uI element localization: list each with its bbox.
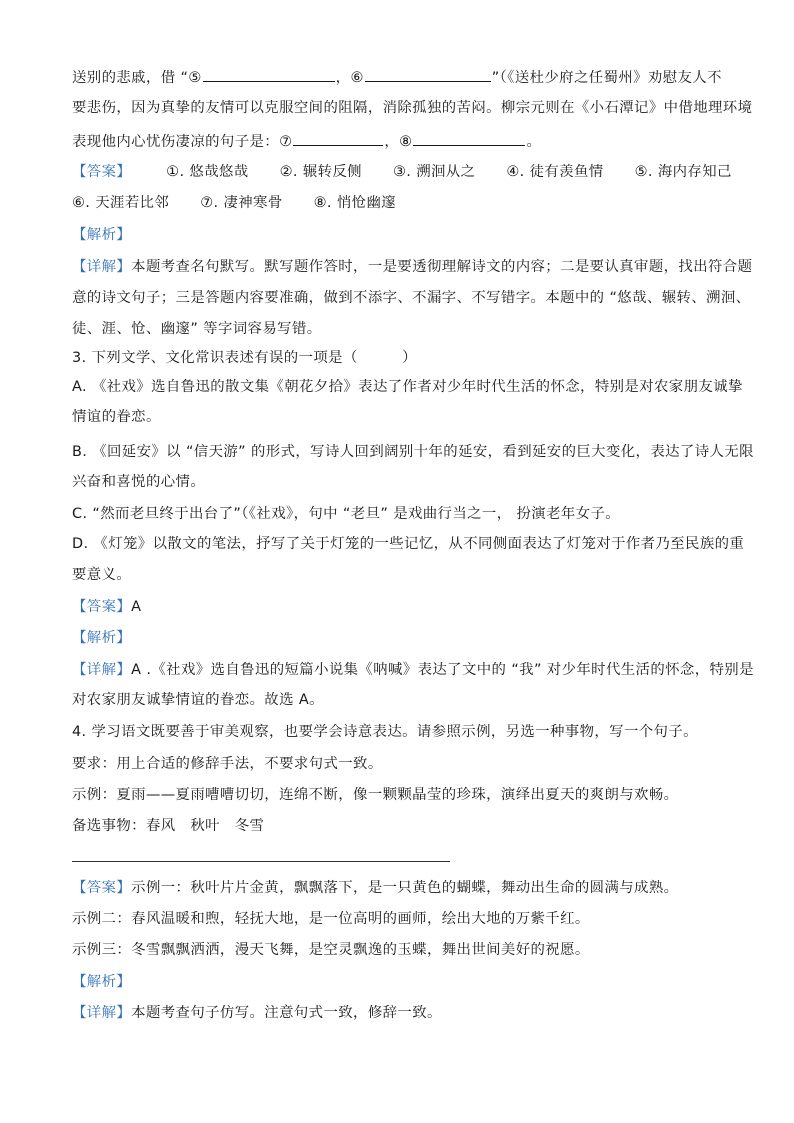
text-segment: 示例一：秋叶片片金黄，飘飘落下，是一只黄色的蝴蝶，舞动出生命的圆满与成熟。 xyxy=(131,880,679,896)
answer-line xyxy=(72,861,450,862)
q3-option-d-line-2: 要意义。 xyxy=(72,567,132,583)
q4-detail-line-1 xyxy=(72,1003,442,1023)
text-segment: ，⑧ xyxy=(384,134,413,150)
q2-answer-line-2 xyxy=(72,193,396,213)
q2-text-line-2: 要悲伤，因为真挚的友情可以克服空间的阻隔，消除孤独的苦闷。柳宗元则在《小石潭记》中借地理环境 xyxy=(72,100,753,116)
blank-5 xyxy=(203,66,335,82)
q2-detail-line-1 xyxy=(72,257,752,277)
q4-example: 示例：夏雨——夏雨嘈嘈切切，连绵不断，像一颗颗晶莹的珍珠，演绎出夏天的爽朗与欢畅。 xyxy=(72,787,679,803)
q3-answer xyxy=(72,597,141,617)
q4-options: 备选事物：春风 秋叶 冬雪 xyxy=(72,818,265,834)
q2-detail-line-3: 徒、涯、怆、幽邃” 等字词容易写错。 xyxy=(72,321,322,337)
q3-option-c: C. “然而老旦终于出台了”（《社戏》，句中 “老旦” 是戏曲行当之一， 扮演老年女子。 xyxy=(72,506,621,522)
text-segment: 表现他内心忧伤凄凉的句子是：⑦ xyxy=(72,134,293,150)
q2-text-line-3 xyxy=(72,130,541,152)
q3-option-a-line-2: 情谊的眷恋。 xyxy=(72,409,161,425)
answer-item: ②. 辗转反侧 xyxy=(279,164,362,180)
blank-8 xyxy=(413,130,525,146)
q3-option-b-line-1: B. 《回延安》以 “信天游” 的形式，写诗人回到阔别十年的延安，看到延安的巨大变化，表达了诗人无限 xyxy=(72,444,754,460)
answer-tag: 【答案】 xyxy=(72,599,132,615)
answer-item: ⑦. 凄神寒骨 xyxy=(200,195,283,211)
text-segment: 送别的悲戚，借 “⑤ xyxy=(72,70,202,86)
q3-detail-line-2: 对农家朋友诚挚情谊的眷恋。故选 A。 xyxy=(72,692,324,708)
q4-analysis-tag: 【解析】 xyxy=(72,974,132,990)
text-segment: 。 xyxy=(526,134,542,150)
text-segment: ，⑥ xyxy=(335,70,364,86)
answer-item: ①. 悠哉悠哉 xyxy=(166,164,249,180)
answer-value: A xyxy=(131,599,142,615)
answer-item: ⑥. 天涯若比邻 xyxy=(72,195,170,211)
q3-option-d-line-1: D. 《灯笼》以散文的笔法，抒写了关于灯笼的一些记忆，从不同侧面表达了灯笼对于作者乃至民族的重 xyxy=(72,536,745,552)
text-segment: 本题考查名句默写。默写题作答时，一是要透彻理解诗文的内容；二是要认真审题，找出符合题 xyxy=(131,259,753,275)
answer-item: ⑤. 海内存知己 xyxy=(634,164,732,180)
q3-option-a-line-1: A. 《社戏》选自鲁迅的散文集《朝花夕拾》表达了作者对少年时代生活的怀念，特别是对农家朋友诚挚 xyxy=(72,379,743,395)
q4-requirement: 要求：用上合适的修辞手法，不要求句式一致。 xyxy=(72,756,383,772)
q3-option-b-line-2: 兴奋和喜悦的心情。 xyxy=(72,474,206,490)
blank-6 xyxy=(365,66,491,82)
blank-7 xyxy=(293,130,383,146)
text-segment: 本题考查句子仿写。注意句式一致，修辞一致。 xyxy=(131,1005,442,1021)
q2-analysis-tag: 【解析】 xyxy=(72,227,132,243)
answer-tag: 【答案】 xyxy=(72,880,132,896)
text-segment: ”（《送杜少府之任蜀州》劝慰友人不 xyxy=(491,70,722,86)
q4-answer-line-1 xyxy=(72,878,678,898)
text-segment: A .《社戏》选自鲁迅的短篇小说集《呐喊》表达了文中的 “我” 对少年时代生活的怀念，特别是 xyxy=(131,662,754,678)
q2-answer-line-1 xyxy=(72,162,732,182)
answer-item: ⑧. 悄怆幽邃 xyxy=(313,195,397,211)
q3-stem: 3. 下列文学、文化常识表述有误的一项是（ ） xyxy=(72,350,417,366)
detail-tag: 【详解】 xyxy=(72,259,132,275)
q3-analysis-tag: 【解析】 xyxy=(72,630,132,646)
detail-tag: 【详解】 xyxy=(72,662,132,678)
answer-tag: 【答案】 xyxy=(72,164,132,180)
q2-text-line-1 xyxy=(72,66,722,88)
q4-answer-line-3: 示例三：冬雪飘飘洒洒，漫天飞舞，是空灵飘逸的玉蝶，舞出世间美好的祝愿。 xyxy=(72,942,590,958)
answer-item: ④. 徒有羡鱼情 xyxy=(506,164,604,180)
q4-stem: 4. 学习语文既要善于审美观察，也要学会诗意表达。请参照示例，另选一种事物，写一个句子。 xyxy=(72,724,698,740)
q2-detail-line-2: 意的诗文句子；三是答题内容要准确，做到不添字、不漏字、不写错字。本题中的 “悠哉、辗转、溯洄、 xyxy=(72,290,751,306)
answer-item: ③. 溯洄从之 xyxy=(392,164,476,180)
q3-detail-line-1 xyxy=(72,660,754,680)
detail-tag: 【详解】 xyxy=(72,1005,132,1021)
q4-answer-line-2: 示例二：春风温暖和煦，轻抚大地，是一位高明的画师，绘出大地的万紫千红。 xyxy=(72,911,590,927)
